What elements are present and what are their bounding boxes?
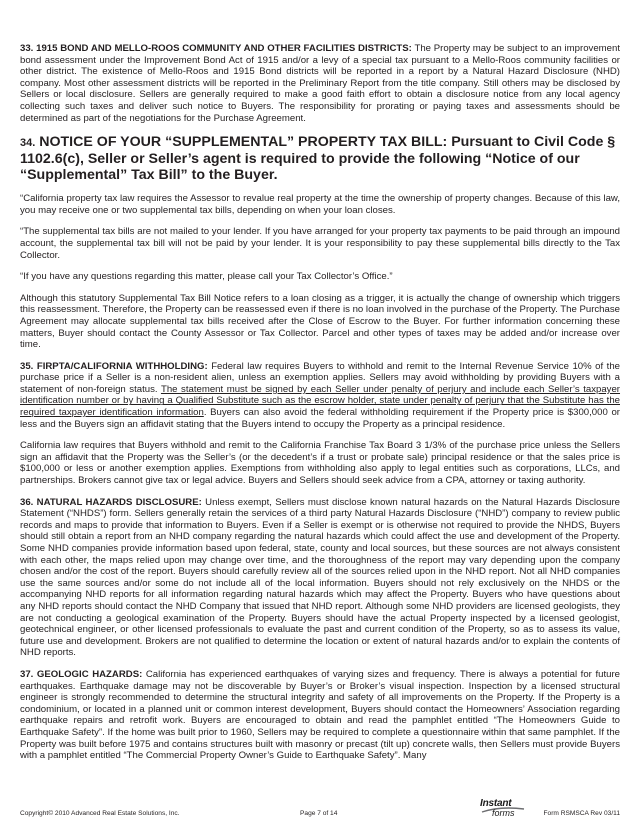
section-36-body: Unless exempt, Sellers must disclose known natural hazards on the Natural Hazards Disclosure Statement (“NHDS”) form. Sellers generally retain the services of a third party Natural Hazards Disclosure (“NHD”) company to review public records and maps to provide that information to Buyers. Even if a Seller is exempt or is otherwise not required to provide the NHDS, Buyers should still obtain a report from an NHD company regarding the natural hazards which could affect the use and development of the Property. Some NHD companies provide information based upon federal, state, county and local sources, but these sources are not always consistent with each other, the maps relied upon may change over time, and the thoroughness of the report may vary depending upon the company chosen and/or the cost of the report. Buyers should carefully review all of the sources relied upon in the NHD report. Not all NHD companies use the same sources and/or some do not include all of the local information. Buyers should not rely exclusively on the NHDS or the accompanying NHD reports for all information regarding natural hazards which may affect the Property. Buyers who have questions about any NHD reports should contact the NHD Company that issued that NHD report. Although some NHD providers are licensed geologists, they are not conducting a geological examination of the Property. Buyers should have the actual Property inspected by a licensed geologist, geotechnical engineer, or other licensed professionals to evaluate the past and current condition of the Property, so as to assess its value, future use and development. Brokers are not qualified to determine the location or extent of natural hazards and/or to explain the contents of NHD reports. bbox=[20, 496, 620, 659]
section-35 bbox=[20, 361, 620, 431]
section-34-number: 34. bbox=[20, 137, 36, 150]
section-35-body-a: Federal law requires Buyers to withhold and remit to the Internal Revenue Service 10% of the purchase price if a Seller is a non-resident alien, unless an exemption applies. Sellers may avoid withholding by providing Buyers with a statement of non-foreign status. bbox=[20, 360, 620, 395]
section-34-paragraph: Although this statutory Supplemental Tax Bill Notice refers to a loan closing as a trigger, it is actually the change of ownership which triggers this reassessment. Therefore, the Property can be reassessed even if there is no loan involved in the purchase of the Property. The Purchase Agreement may allocate supplemental tax bills received after the Close of Escrow to the Buyer. For further information concerning these matters, Buyer should contact the County Assessor or Tax Collector. Parcel and other types of taxes may be added and/or increase over time. bbox=[20, 292, 620, 351]
section-34-quote-3: “If you have any questions regarding this matter, please call your Tax Collector’s Office.” bbox=[20, 271, 393, 283]
section-33-body: The Property may be subject to an improvement bond assessment under the Improvement Bond Act of 1915 and/or a levy of a special tax pursuant to a Mello-Roos community facilities or other district. The existence of Mello-Roos and 1915 Bond districts will be reported in a report by a Natural Hazard Disclosure (NHD) company. Most other assessment districts will be reported in the Preliminary Report from the title company. Still others may be disclosed by Sellers or local disclosure. Sellers are generally required to make a good faith effort to obtain a disclosure notice from any local agency collecting such taxes and deliver such notice to Buyers. The responsibility for prorating or paying taxes and assessments should be determined as part of the negotiations for the Purchase Agreement. bbox=[20, 43, 620, 124]
section-34-quote-2: “The supplemental tax bills are not mailed to your lender. If you have arranged for your property tax payments to be paid through an impound account, the supplemental tax bill will not be paid by your lender. It is your responsibility to pay these supplemental bills directly to the Tax Collector. bbox=[20, 226, 620, 261]
document-body bbox=[20, 43, 620, 772]
section-36-heading: 36. NATURAL HAZARDS DISCLOSURE: bbox=[20, 496, 202, 508]
section-35-heading: 35. FIRPTA/CALIFORNIA WITHHOLDING: bbox=[20, 360, 208, 372]
section-36 bbox=[20, 497, 620, 659]
logo-text-forms: forms bbox=[492, 808, 515, 818]
section-33 bbox=[20, 43, 620, 124]
section-35-california-paragraph: California law requires that Buyers withhold and remit to the California Franchise Tax Board 3 1/3% of the purchase price unless the Sellers sign an affidavit that the Property was the Seller’s (or the decedent’s if a trust or probate sale) principal residence or that the sales price is $100,000 or less or another exemption applies. Exemptions from withholding also apply to legal entities such as corporations, LLCs, and partnerships. Brokers cannot give tax or legal advice. Buyers and Sellers should seek advice from a CPA, attorney or taxing authority. bbox=[20, 440, 620, 487]
section-35-underlined: The statement must be signed by each Seller under penalty of perjury and include each Seller’s taxpayer identification number or by having a Qualified Substitute such as the escrow holder, state under penalty of perjury that the Substitute has the required taxpayer identification information bbox=[20, 383, 621, 419]
section-34-heading bbox=[20, 134, 620, 183]
logo-text-instant: Instant bbox=[480, 798, 512, 809]
page-footer bbox=[20, 798, 620, 827]
section-33-heading: 33. 1915 BOND AND MELLO-ROOS COMMUNITY AND OTHER FACILITIES DISTRICTS: bbox=[20, 43, 412, 54]
page-number: Page 7 of 14 bbox=[300, 810, 338, 817]
form-id: Form RSMSCA Rev 03/11 bbox=[543, 810, 620, 817]
instantforms-logo bbox=[480, 798, 530, 822]
copyright-text: Copyright© 2010 Advanced Real Estate Solutions, Inc. bbox=[20, 810, 180, 817]
section-37 bbox=[20, 669, 620, 762]
section-34-quote-1: “California property tax law requires the Assessor to revalue real property at the time the ownership of property changes. Because of this law, you may receive one or two supplemental tax bills, depending on when your loan closes. bbox=[20, 193, 620, 216]
section-37-heading: 37. GEOLOGIC HAZARDS: bbox=[20, 668, 143, 680]
section-37-body: California has experienced earthquakes of varying sizes and frequency. There is always a potential for future earthquakes. Earthquake damage may not be discoverable by Buyer’s or Broker’s visual inspection. Inspection by a licensed structural engineer is strongly recommended to determine the structural integrity and safety of all improvements on the Property. If the Property is a condominium, or located in a planned unit or common interest development, Buyers should contact the Homeowners’ Association regarding earthquake repairs and retrofit work. Buyers are encouraged to obtain and read the pamphlet entitled “The Homeowners Guide to Earthquake Safety”. If the home was built prior to 1960, Sellers may be required to complete a questionnaire within that same pamphlet. If the Property was built before 1975 and contains structures built with masonry or precast (tilt up) concrete walls, then Sellers must provide Buyers with a pamphlet entitled “The Commercial Property Owner’s Guide to Earthquake Safety”. Many bbox=[20, 668, 620, 762]
section-34-title: NOTICE OF YOUR “SUPPLEMENTAL” PROPERTY TAX BILL: Pursuant to Civil Code § 1102.6(c), Seller or Seller’s agent is required to provide the following “Notice of our “Supplemental” Tax Bill” to the Buyer. bbox=[20, 134, 616, 184]
section-35-body-b: . Buyers can also avoid the federal withholding requirement if the Property price is $300,000 or less and the Buyers sign an affidavit stating that the Buyers intend to occupy the Property as a principal residence. bbox=[20, 407, 620, 430]
